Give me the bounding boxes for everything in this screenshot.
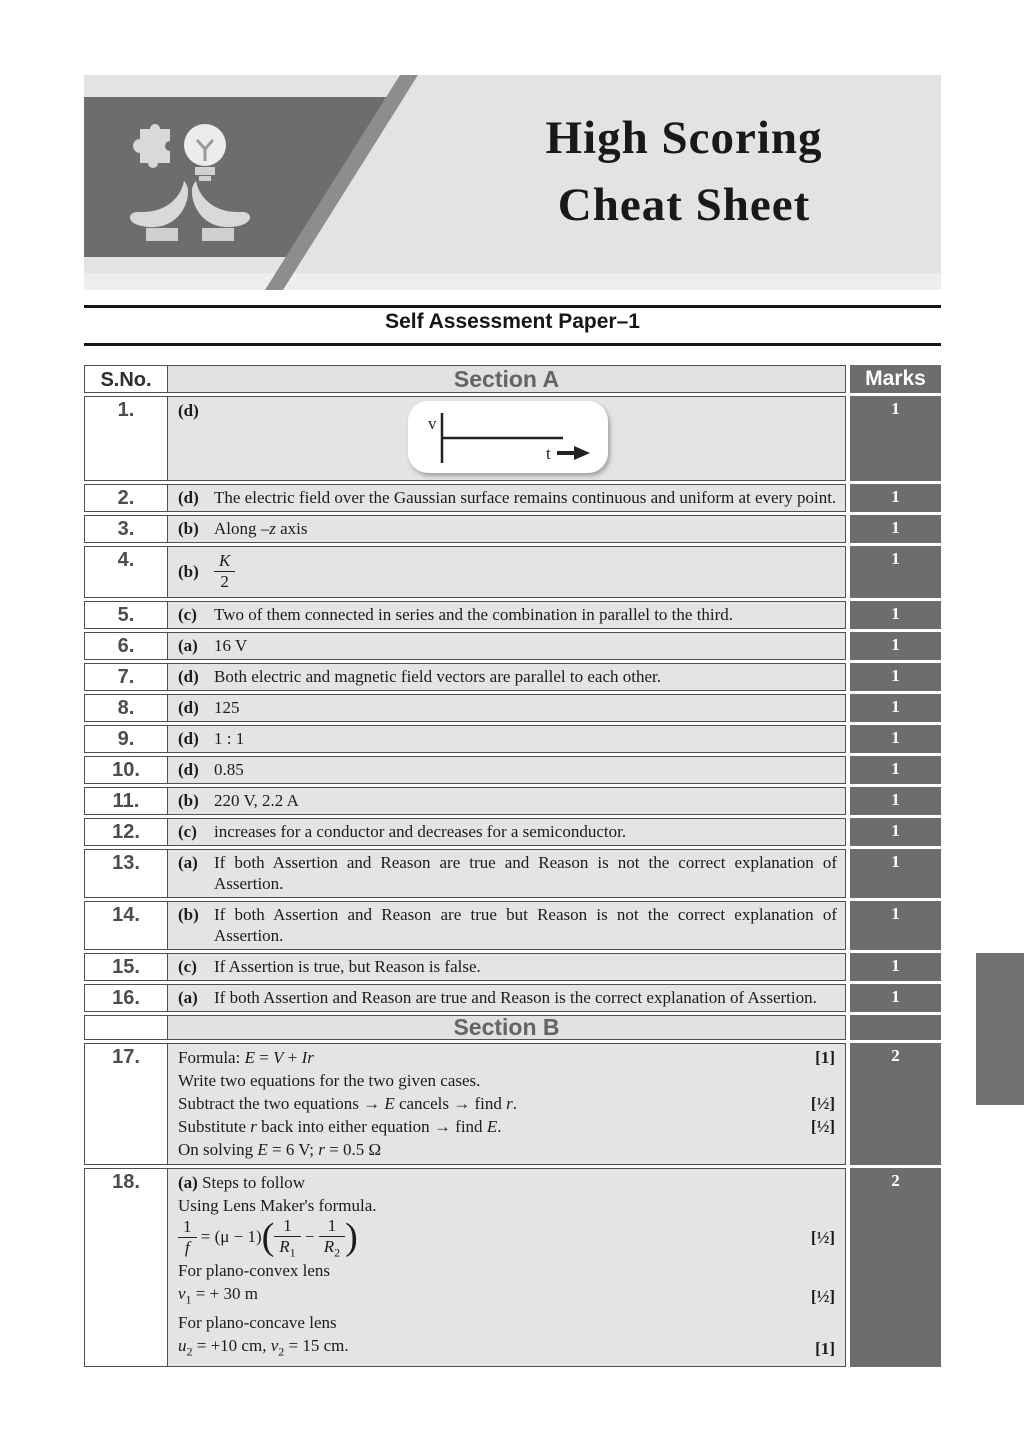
answer-text: If Assertion is true, but Reason is false. — [214, 956, 481, 976]
marks-tag: [1] — [815, 1047, 835, 1067]
page-title — [444, 105, 924, 239]
sno-cell: 8. — [84, 694, 168, 722]
y-axis-label: v — [427, 414, 436, 433]
column-header-section-a: Section A — [168, 365, 846, 393]
page-edge-tab — [976, 953, 1024, 1105]
answer-cell — [168, 953, 846, 981]
answer-text: 1 : 1 — [214, 728, 245, 748]
marks-cell: 1 — [850, 984, 941, 1012]
marks-cell: 2 — [850, 1043, 941, 1165]
graph-svg — [408, 401, 608, 473]
answer-cell — [168, 901, 846, 950]
sno-cell: 12. — [84, 818, 168, 846]
option-letter: (a) — [178, 987, 198, 1007]
column-header-sno: S.No. — [84, 365, 168, 393]
sno-cell: 14. — [84, 901, 168, 950]
answer-content — [178, 852, 837, 894]
answer-line — [178, 1194, 837, 1217]
answer-text: Two of them connected in series and the combination in parallel to the third. — [214, 604, 734, 624]
answer-line — [178, 1069, 837, 1092]
marks-cell: 1 — [850, 849, 941, 898]
sno-cell: 16. — [84, 984, 168, 1012]
answer-line-text: $\frac{1}{f}$ = (μ − 1)( $\frac{1}{R_1}$ − $\frac{1}{R_2}$ ) — [178, 1217, 811, 1259]
answer-cell — [168, 663, 846, 691]
marks-cell: 1 — [850, 601, 941, 629]
answer-content — [178, 904, 837, 946]
answer-cell — [168, 984, 846, 1012]
sno-cell: 6. — [84, 632, 168, 660]
table-body — [84, 396, 941, 1367]
option-letter: (b) — [178, 561, 199, 581]
marks-cell: 1 — [850, 515, 941, 543]
answer-cell — [168, 787, 846, 815]
option-letter: (c) — [178, 604, 197, 624]
table-row — [84, 694, 941, 722]
table-row — [84, 849, 941, 898]
sno-cell: 13. — [84, 849, 168, 898]
sno-cell: 4. — [84, 546, 168, 598]
answer-line-text: Write two equations for the two given cases. — [178, 1070, 481, 1090]
marks-tag: [½] — [810, 1228, 835, 1248]
table-row — [84, 756, 941, 784]
answer-content — [178, 759, 837, 780]
option-letter: (d) — [178, 728, 199, 748]
table-row — [84, 601, 941, 629]
answer-line — [178, 1138, 837, 1161]
marks-cell: 1 — [850, 484, 941, 512]
answer-cell — [168, 546, 846, 598]
marks-cell: 1 — [850, 818, 941, 846]
answer-cell — [168, 632, 846, 660]
answer-text: 125 — [214, 697, 240, 717]
answer-text: If both Assertion and Reason are true and Reason is not the correct explanation of Assertion. — [214, 852, 837, 893]
table-row — [84, 632, 941, 660]
answer-content — [178, 518, 837, 539]
answer-content — [178, 956, 837, 977]
answer-text: If both Assertion and Reason are true but Reason is not the correct explanation of Assertion. — [214, 904, 837, 945]
answer-line-text: For plano-concave lens — [178, 1312, 337, 1332]
marks-cell — [850, 1015, 941, 1040]
sno-cell: 7. — [84, 663, 168, 691]
marks-cell: 1 — [850, 787, 941, 815]
answer-text: The electric field over the Gaussian surface remains continuous and uniform at every point. — [214, 488, 837, 507]
table-row — [84, 901, 941, 950]
marks-cell: 1 — [850, 953, 941, 981]
answer-text: 16 V — [214, 635, 248, 655]
answer-content — [178, 552, 837, 591]
answer-cell — [168, 725, 846, 753]
marks-cell: 1 — [850, 901, 941, 950]
option-letter: (a) — [178, 635, 198, 655]
paper-subtitle: Self Assessment Paper–1 — [385, 310, 640, 333]
answers-table — [84, 365, 941, 1370]
answer-text: 220 V, 2.2 A — [214, 790, 299, 810]
answer-cell — [168, 1043, 846, 1165]
answer-line-text: On solving E = 6 V; r = 0.5 Ω — [178, 1139, 382, 1159]
answer-cell — [168, 849, 846, 898]
answer-line — [178, 1171, 837, 1194]
table-header-row — [84, 365, 941, 393]
marks-cell: 1 — [850, 632, 941, 660]
answer-line-text: For plano-convex lens — [178, 1260, 331, 1280]
answer-content — [178, 604, 837, 625]
sno-cell: 1. — [84, 396, 168, 481]
answer-cell — [168, 396, 846, 481]
table-row — [84, 484, 941, 512]
answer-line — [178, 1115, 837, 1138]
page-title-line1: High Scoring — [545, 112, 823, 164]
table-row — [84, 1043, 941, 1165]
answer-line — [178, 1046, 837, 1069]
marks-cell: 1 — [850, 396, 941, 481]
answer-line — [178, 1217, 837, 1259]
sno-cell: 18. — [84, 1168, 168, 1368]
answer-cell — [168, 1168, 846, 1368]
answer-cell — [168, 1015, 846, 1040]
option-letter: (b) — [178, 519, 199, 538]
marks-cell: 2 — [850, 1168, 941, 1368]
table-row — [84, 725, 941, 753]
header-banner — [84, 75, 941, 290]
sno-cell: 2. — [84, 484, 168, 512]
option-letter: (d) — [178, 759, 199, 779]
answer-cell — [168, 818, 846, 846]
table-row — [84, 787, 941, 815]
rule-top — [84, 305, 941, 308]
sno-cell: 9. — [84, 725, 168, 753]
answer-line-text: (a) Steps to follow — [178, 1172, 306, 1192]
banner-bottom-strip — [84, 273, 941, 290]
option-letter: (b) — [178, 904, 199, 924]
answer-content — [178, 635, 837, 656]
answer-content — [178, 790, 837, 811]
marks-cell: 1 — [850, 546, 941, 598]
option-letter: (b) — [178, 790, 199, 810]
marks-tag: [½] — [810, 1286, 835, 1306]
sno-cell: 5. — [84, 601, 168, 629]
fraction-value: $\frac{K}{2}$ — [214, 552, 235, 591]
answer-line-text: Subtract the two equations → E cancels → find r. — [178, 1093, 517, 1113]
answer-cell — [168, 515, 846, 543]
section-b-label: Section B — [453, 1013, 560, 1040]
answer-line-text: $u_2 = +10$ cm, $v_2 = 15$ cm. — [178, 1335, 349, 1359]
sno-cell: 11. — [84, 787, 168, 815]
answer-cell — [168, 601, 846, 629]
velocity-time-graph — [408, 401, 608, 473]
answer-content — [178, 697, 837, 718]
sno-cell: 17. — [84, 1043, 168, 1165]
page-title-line2: Cheat Sheet — [557, 179, 811, 231]
hands-icon — [130, 181, 250, 241]
answer-text: Both electric and magnetic field vectors are parallel to each other. — [214, 666, 661, 686]
bulb-icon — [184, 124, 226, 181]
table-row — [84, 546, 941, 598]
table-row — [84, 1015, 941, 1040]
answer-line-text: Using Lens Maker's formula. — [178, 1195, 377, 1215]
answer-content — [178, 987, 837, 1008]
marks-cell: 1 — [850, 694, 941, 722]
table-row — [84, 953, 941, 981]
table-row — [84, 818, 941, 846]
sno-cell: 10. — [84, 756, 168, 784]
answer-cell — [168, 694, 846, 722]
sno-cell — [84, 1015, 168, 1040]
answer-line — [178, 1282, 837, 1311]
answer-line — [178, 1092, 837, 1115]
arrow-icon — [574, 446, 590, 460]
puzzle-icon — [133, 124, 170, 168]
answer-content — [178, 487, 837, 508]
logo-icons — [110, 115, 270, 255]
column-header-marks: Marks — [850, 365, 941, 393]
option-letter: (c) — [178, 956, 197, 976]
table-row — [84, 515, 941, 543]
rule-bottom — [84, 343, 941, 346]
option-letter: (d) — [178, 697, 199, 717]
answer-text: increases for a conductor and decreases for a semiconductor. — [214, 821, 627, 841]
answer-cell — [168, 756, 846, 784]
marks-cell: 1 — [850, 663, 941, 691]
answer-line — [178, 1311, 837, 1334]
option-letter: (c) — [178, 821, 197, 841]
marks-tag: [½] — [810, 1116, 835, 1136]
answer-line-text: Formula: E = V + Ir — [178, 1047, 314, 1067]
option-letter: (d) — [178, 666, 199, 686]
answer-text: 0.85 — [214, 759, 244, 779]
sno-cell: 3. — [84, 515, 168, 543]
table-row — [84, 1168, 941, 1368]
option-letter: (d) — [178, 488, 199, 507]
answer-cell — [168, 484, 846, 512]
option-letter: (d) — [178, 401, 199, 420]
answer-line-text: Substitute r back into either equation → find E. — [178, 1116, 502, 1136]
table-row — [84, 663, 941, 691]
marks-cell: 1 — [850, 756, 941, 784]
x-axis-label: t — [545, 444, 551, 463]
answer-line — [178, 1334, 837, 1363]
marks-tag: [1] — [815, 1339, 835, 1359]
sno-cell: 15. — [84, 953, 168, 981]
marks-tag: [½] — [810, 1093, 835, 1113]
option-letter: (a) — [178, 852, 198, 872]
answer-content — [178, 728, 837, 749]
answer-text: Along –z axis — [214, 519, 308, 538]
answer-text: If both Assertion and Reason are true and Reason is the correct explanation of Assertion. — [214, 987, 817, 1007]
answer-line-text: $v_1$ = + 30 m — [178, 1283, 258, 1306]
answer-content — [178, 821, 837, 842]
answer-line — [178, 1259, 837, 1282]
answer-content — [178, 666, 837, 687]
marks-cell: 1 — [850, 725, 941, 753]
table-row — [84, 984, 941, 1012]
table-row — [84, 396, 941, 481]
